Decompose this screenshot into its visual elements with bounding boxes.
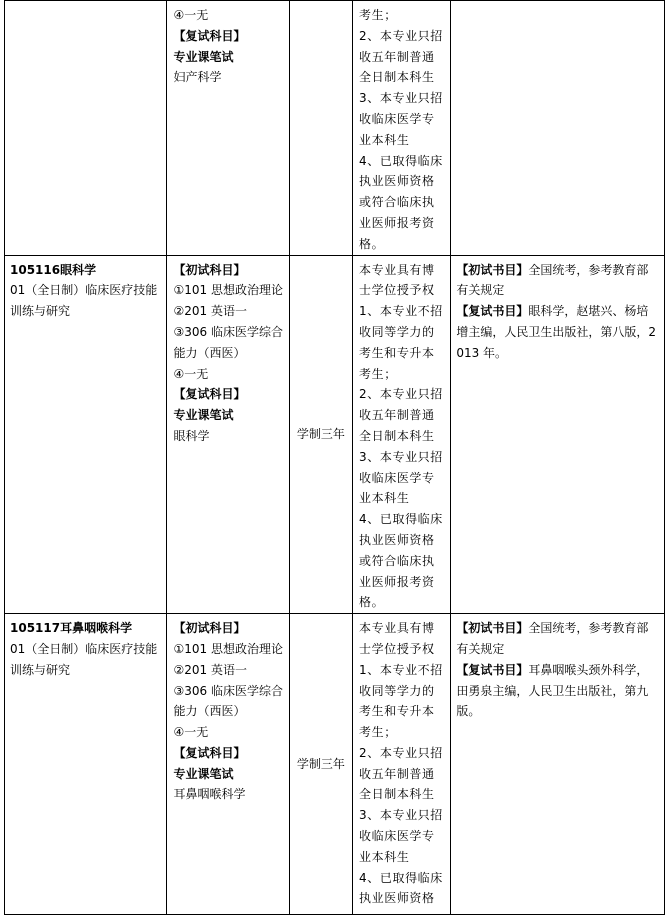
exam-line: 【复试科目】 [173, 28, 246, 43]
note-line: 4、已取得临床执业医师资格 [359, 870, 443, 906]
admissions-table [4, 0, 665, 915]
exam-line: ②201 英语一 [173, 304, 247, 319]
note-line: 2、本专业只招收五年制普通全日制本科生 [359, 387, 443, 443]
duration-cell [289, 614, 352, 915]
notes-cell [353, 255, 451, 614]
note-line: 2、本专业只招收五年制普通全日制本科生 [359, 745, 443, 802]
exam-subjects-cell [167, 255, 289, 614]
reference-tag: 【复试书目】 [456, 304, 529, 319]
reference-tag: 【初试书目】 [456, 621, 529, 636]
exam-line: ③306 临床医学综合能力（西医） [173, 324, 283, 360]
exam-line: 耳鼻咽喉科学 [173, 787, 246, 802]
exam-line: 【复试科目】 [173, 745, 246, 760]
note-line: 1、本专业不招收同等学力的考生和专升本考生； [359, 662, 443, 740]
major-cell [5, 614, 167, 915]
note-line: 3、本专业只招收临床医学专业本科生 [359, 91, 443, 147]
reference-tag: 【复试书目】 [456, 662, 529, 677]
exam-line: 专业课笔试 [173, 49, 234, 64]
program-name: 01（全日制）临床医疗技能训练与研究 [10, 283, 158, 319]
table-row [5, 1, 665, 256]
note-line: 4、已取得临床执业医师资格或符合临床执业医师报考资格。 [359, 512, 443, 610]
table-row [5, 614, 665, 915]
note-line: 考生； [359, 8, 397, 22]
exam-line: 专业课笔试 [173, 408, 234, 423]
note-line: 本专业具有博士学位授予权 [359, 262, 435, 298]
major-title: 105116眼科学 [10, 262, 97, 277]
duration-text: 学制三年 [296, 426, 345, 441]
reference-entry [456, 618, 660, 660]
table-row [5, 255, 665, 614]
note-line: 4、已取得临床执业医师资格或符合临床执业医师报考资格。 [359, 153, 443, 251]
exam-line: 眼科学 [173, 428, 210, 443]
duration-cell [289, 255, 352, 614]
major-cell [5, 1, 167, 256]
references-cell [451, 614, 665, 915]
exam-line: ②201 英语一 [173, 662, 247, 677]
references-cell [451, 1, 665, 256]
exam-subjects-cell [167, 614, 289, 915]
reference-text: 耳鼻咽喉头颈外科学，田勇泉主编，人民卫生出版社，第九版。 [456, 662, 649, 719]
note-line: 2、本专业只招收五年制普通全日制本科生 [359, 28, 443, 85]
note-line: 3、本专业只招收临床医学专业本科生 [359, 449, 443, 506]
note-line: 本专业具有博士学位授予权 [359, 621, 435, 656]
exam-line: ④一无 [173, 725, 209, 740]
major-title: 105117耳鼻咽喉科学 [10, 621, 133, 636]
reference-text: 全国统考，参考教育部有关规定 [456, 262, 649, 298]
exam-line: 【初试科目】 [173, 262, 246, 277]
exam-subjects-cell [167, 1, 289, 256]
duration-cell [289, 1, 352, 256]
reference-text: 全国统考，参考教育部有关规定 [456, 621, 649, 656]
note-line: 1、本专业不招收同等学力的考生和专升本考生； [359, 304, 443, 381]
notes-cell [353, 614, 451, 915]
exam-line: ①101 思想政治理论 [173, 641, 283, 656]
reference-entry [456, 260, 660, 302]
notes-cell [353, 1, 451, 256]
exam-line: 【复试科目】 [173, 387, 246, 402]
duration-text: 学制三年 [296, 756, 345, 771]
note-line: 3、本专业只招收临床医学专业本科生 [359, 808, 443, 864]
reference-entry [456, 301, 660, 363]
exam-line: 妇产科学 [173, 70, 222, 85]
reference-tag: 【初试书目】 [456, 262, 529, 277]
major-cell [5, 255, 167, 614]
exam-line: ③306 临床医学综合能力（西医） [173, 683, 283, 719]
reference-entry [456, 660, 660, 722]
reference-text: 眼科学，赵堪兴、杨培增主编，人民卫生出版社，第八版，2013 年。 [456, 304, 656, 360]
exam-line: 专业课笔试 [173, 766, 234, 781]
exam-line: ④一无 [173, 366, 209, 381]
references-cell [451, 255, 665, 614]
exam-line: 【初试科目】 [173, 621, 246, 636]
exam-line: ①101 思想政治理论 [173, 283, 283, 298]
program-name: 01（全日制）临床医疗技能训练与研究 [10, 641, 158, 677]
exam-line: ④一无 [173, 8, 209, 22]
